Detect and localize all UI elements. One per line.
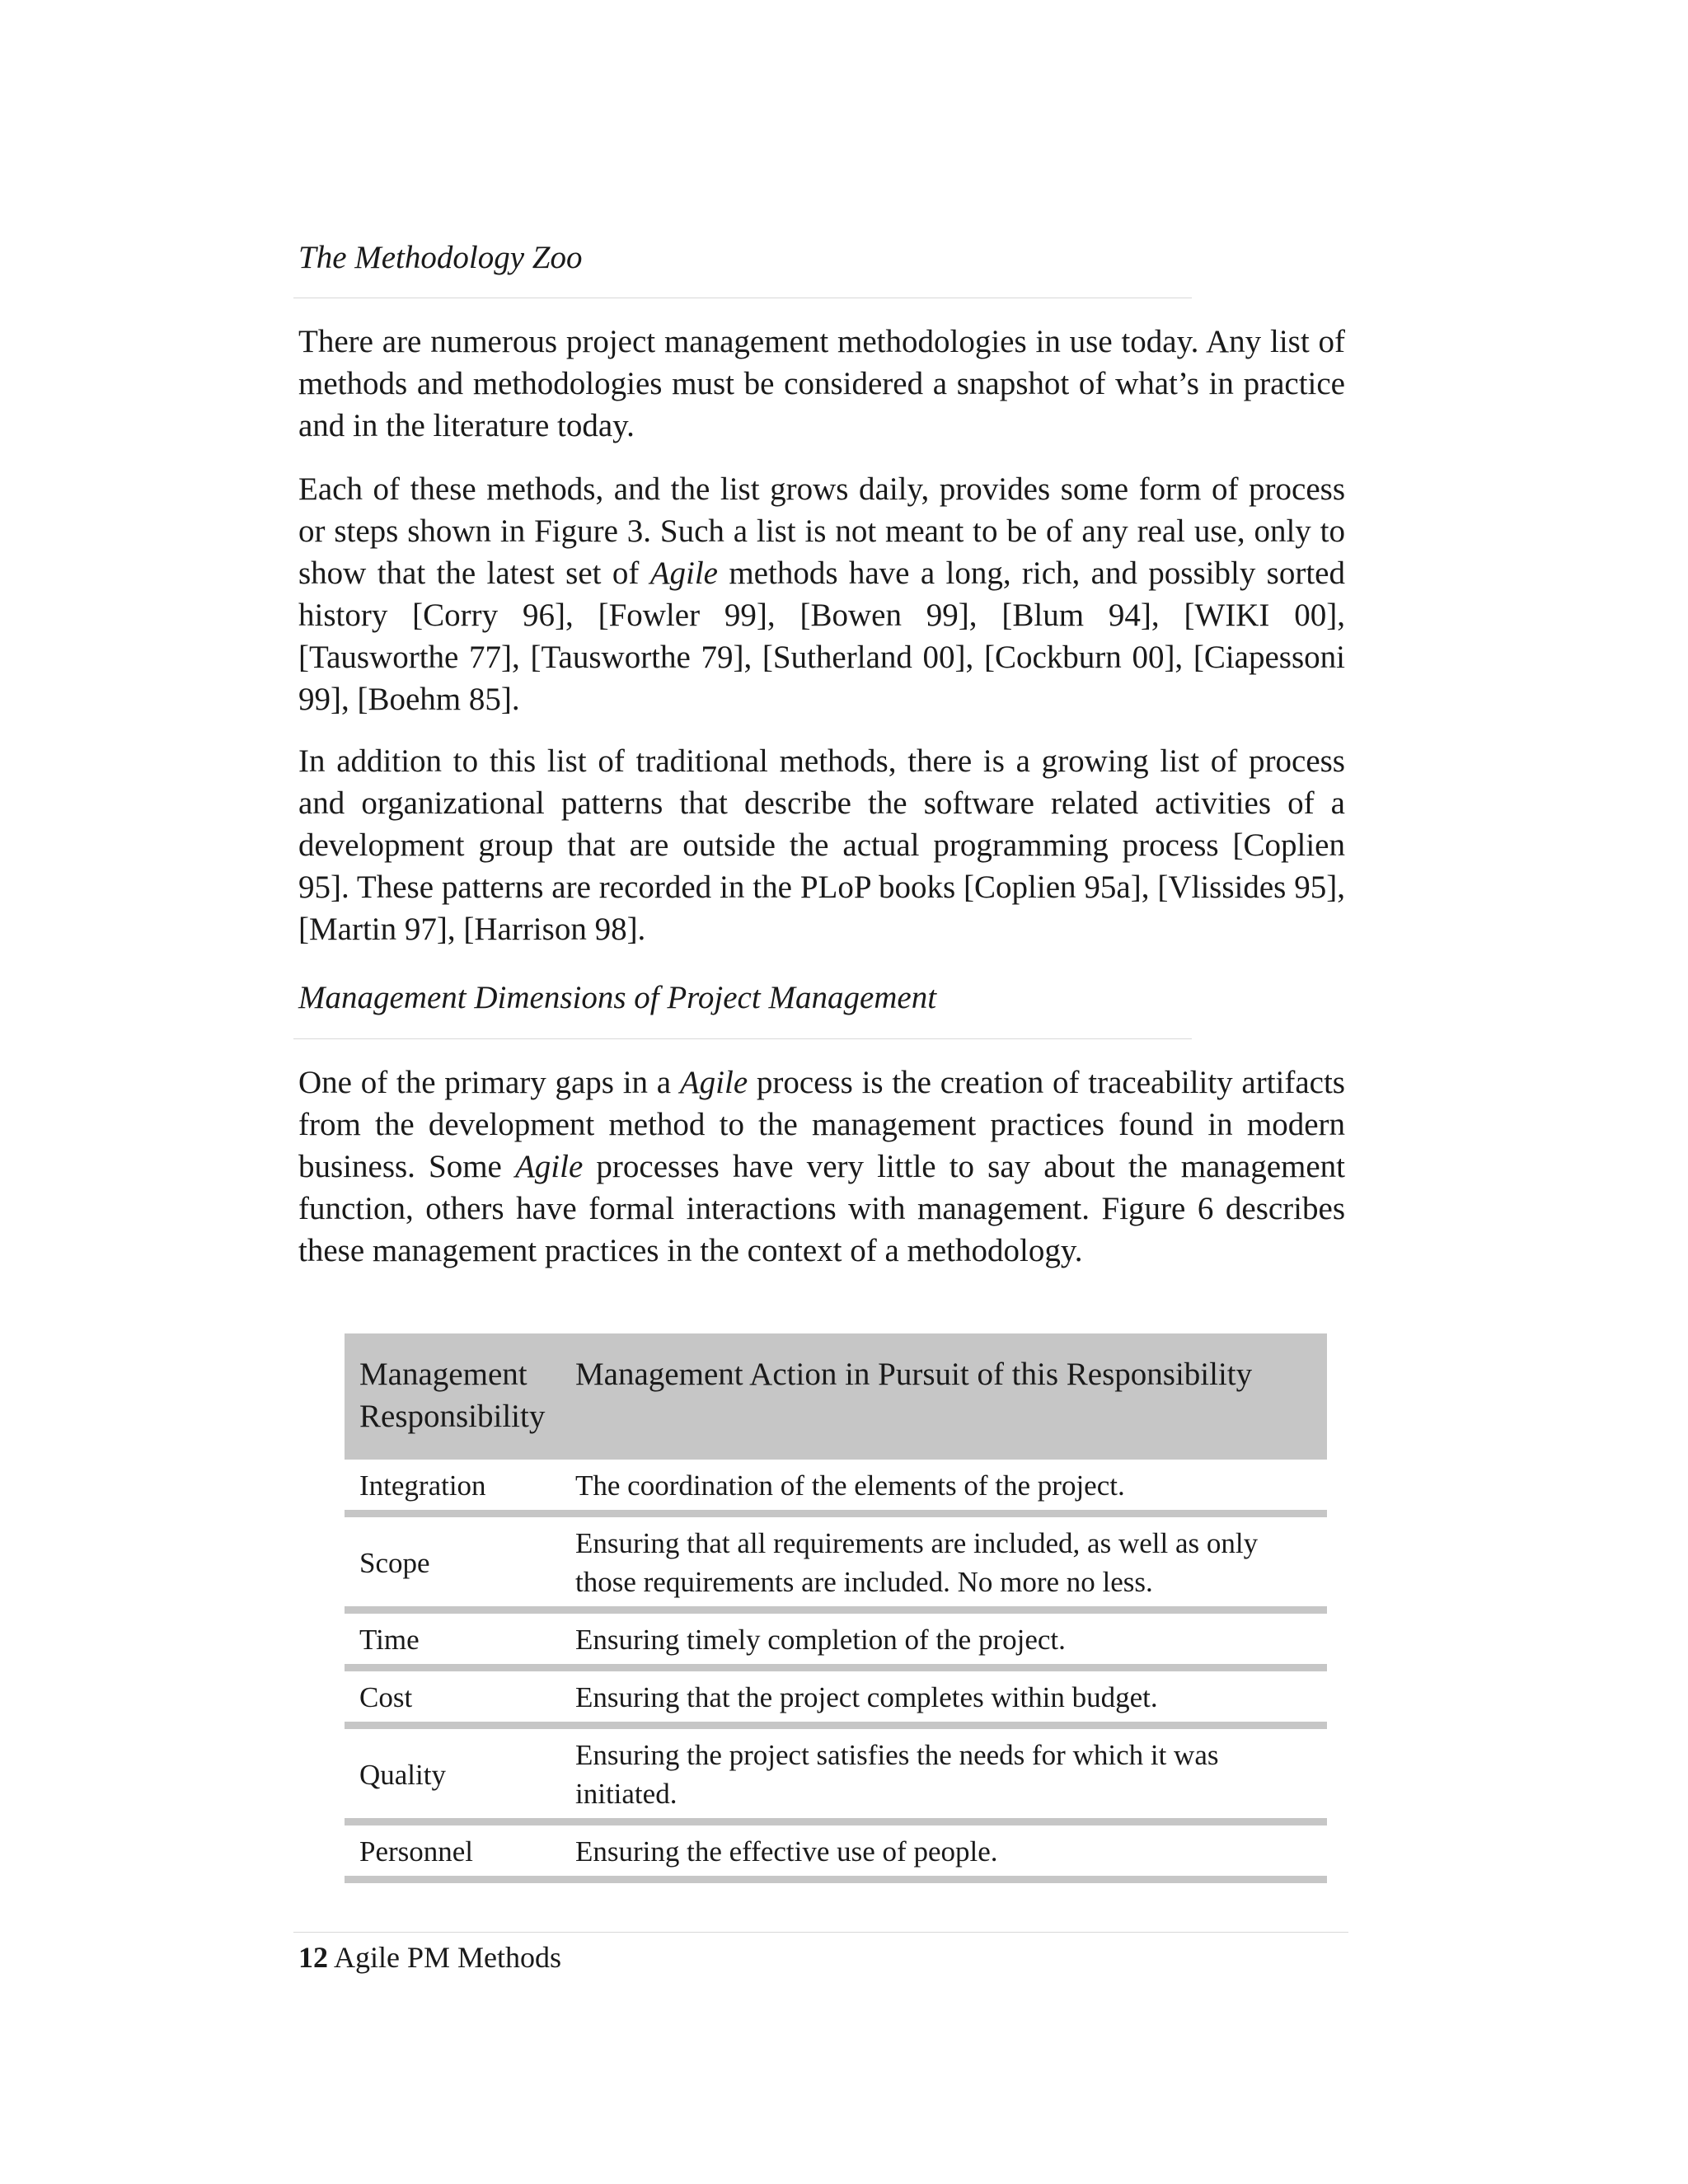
cell-responsibility: Quality: [345, 1726, 560, 1822]
agile-term: Agile: [679, 1065, 748, 1100]
cell-responsibility: Time: [345, 1610, 560, 1668]
running-title: Agile PM Methods: [334, 1941, 562, 1974]
table-row: [345, 1822, 1327, 1880]
footer-rule: [293, 1932, 1348, 1933]
cell-responsibility: Scope: [345, 1514, 560, 1610]
table-row: [345, 1456, 1327, 1514]
table-row: [345, 1668, 1327, 1726]
agile-term: Agile: [514, 1149, 584, 1184]
paragraph-text: One of the primary gaps in a: [298, 1065, 680, 1100]
cell-responsibility: Personnel: [345, 1822, 560, 1880]
cell-action: Ensuring the project satisfies the needs for which it was initiated.: [560, 1726, 1327, 1822]
paragraph-methods-list: [298, 468, 1345, 720]
table-row: [345, 1726, 1327, 1822]
header-action: Management Action in Pursuit of this Responsibility: [560, 1333, 1327, 1456]
heading-rule: [293, 1038, 1192, 1039]
cell-action: The coordination of the elements of the project.: [560, 1456, 1327, 1514]
page-number: 12: [298, 1941, 328, 1974]
page-footer: [298, 1937, 561, 1978]
paragraph-text: methods have a long, rich, and possibly sorted history [Corry 96], [Fowler 99], [Bowen 99], [Blum 94], [WIKI 00], [Tausworthe 77], [Tausworthe 79], [Sutherland 00], [Cockburn 00], [Ciapessoni 99], [Boehm 85].: [298, 555, 1345, 717]
section-heading-methodology-zoo: The Methodology Zoo: [298, 240, 583, 275]
paragraph-numerous-methodologies: There are numerous project management methodologies in use today. Any list of methods and methodologies must be considered a snapshot of what’s in practice and in the literature today.: [298, 324, 1345, 443]
table-header-row: [345, 1333, 1327, 1456]
paragraph-text: Each of these methods, and the list grows daily, provides some form of process or steps shown in Figure 3. Such a list is not meant to be of any real use, only to show that the latest set of: [298, 471, 1345, 591]
cell-action: Ensuring that the project completes within budget.: [560, 1668, 1327, 1726]
cell-action: Ensuring the effective use of people.: [560, 1822, 1327, 1880]
cell-action: Ensuring that all requirements are included, as well as only those requirements are included. No more no less.: [560, 1514, 1327, 1610]
section-heading-management-dimensions: Management Dimensions of Project Management: [298, 980, 937, 1015]
table-row: [345, 1610, 1327, 1668]
cell-responsibility: Integration: [345, 1456, 560, 1514]
paragraph-text: processes have very little to say about the management function, others have formal interactions with management. Figure 6 describes these management practices in the context of a methodology.: [298, 1149, 1345, 1268]
management-responsibility-table: [345, 1333, 1327, 1883]
table-row: [345, 1514, 1327, 1610]
agile-term: Agile: [649, 555, 718, 591]
cell-responsibility: Cost: [345, 1668, 560, 1726]
cell-action: Ensuring timely completion of the project.: [560, 1610, 1327, 1668]
header-responsibility: Management Responsibility: [345, 1333, 560, 1456]
paragraph-patterns: In addition to this list of traditional methods, there is a growing list of process and organizational patterns that describe the software related activities of a development group that are outside the actual programming process [Coplien 95]. These patterns are recorded in the PLoP books [Coplien 95a], [Vlissides 95], [Martin 97], [Harrison 98].: [298, 743, 1345, 947]
paragraph-traceability-gap: [298, 1062, 1345, 1272]
paragraph-text: process is the creation of traceability artifacts from the development method to the management practices found in modern business. Some: [298, 1065, 1345, 1184]
